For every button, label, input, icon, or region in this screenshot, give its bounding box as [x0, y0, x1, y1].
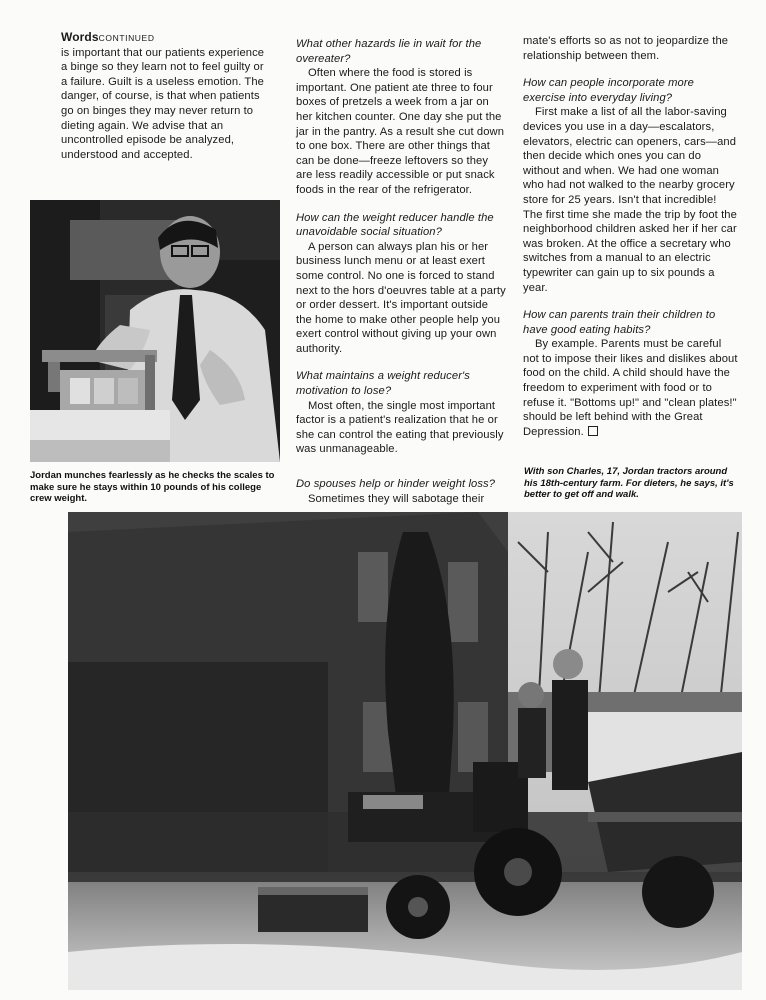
continued-label: CONTINUED: [98, 33, 155, 43]
question: How can the weight reducer handle the unavoidable social situation?: [296, 211, 494, 239]
question: Do spouses help or hinder weight loss?: [296, 478, 496, 491]
paragraph: is important that our patients experience a binge so they learn not to feel guilty or a failure. Guilt is a useless emotion. The danger, of course, is that when patients go on binges they may never return to dieting again. We advise that an uncontrolled episode be analyzed, understood and accepted.: [61, 46, 265, 161]
answer: [523, 337, 738, 439]
section-title: Words: [61, 30, 99, 44]
photo-tractor-farm-image: [68, 512, 742, 990]
photo-man-with-scale: [30, 200, 280, 462]
photo-man-with-scale-image: [30, 200, 280, 462]
question: What other hazards lie in wait for the overeater?: [296, 38, 482, 65]
photo-tractor-farm: [68, 512, 742, 990]
column-2: [296, 37, 506, 506]
paragraph: mate's efforts so as not to jeopardize the relationship between them.: [523, 35, 729, 62]
answer-text: By example. Parents must be careful not to impose their likes and dislikes about food on the child. A child should have the freedom to experiment with food or to refuse it. "Bottoms up!" and "clean plates!" should be left behind with the Great Depression.: [523, 338, 738, 438]
answer: First make a list of all the labor-saving devices you use in a day—escalators, elevators, electric can openers, cars—and then decide which ones you can do without and when. We had one woman who had not walked to the nearby grocery store for 25 years. Isn't that incredible! The first time she made the trip by foot the neighborhood children asked her if her car was broken. At the office a secretary who switches from a manual to an electric typewriter can gain up to six pounds a year.: [523, 106, 737, 294]
answer: Sometimes they will sabotage their: [308, 492, 485, 505]
section-header: [61, 30, 273, 46]
column-1: [61, 30, 273, 162]
caption-photo-2: With son Charles, 17, Jordan tractors around his 18th-century farm. For dieters, he says, it's better to get off and walk.: [524, 466, 734, 500]
answer: Most often, the single most important factor is a patient's realization that he or she can control the eating that previously was unmanageable.: [296, 399, 504, 456]
question: How can parents train their children to have good eating habits?: [523, 309, 716, 336]
question: What maintains a weight reducer's motivation to lose?: [296, 370, 470, 398]
column-3: [523, 34, 738, 439]
question: How can people incorporate more exercise into everyday living?: [523, 77, 695, 104]
answer: A person can always plan his or her business lunch menu or at least exert some control. No one is forced to stand next to the hors d'oeuvres table at a party or order dessert. It's important outside the home to make other people help you exert control without giving up your own authority.: [296, 240, 506, 355]
end-mark-icon: [588, 426, 598, 436]
caption-photo-1: Jordan munches fearlessly as he checks the scales to make sure he stays within 10 pounds of his college crew weight.: [30, 470, 275, 504]
answer: Often where the food is stored is important. One patient ate three to four boxes of pretzels a week from a jar on her kitchen counter. One day she put the jar in the pantry. As a result she cut down to one box. There are other things that can be done—freeze leftovers so they are less readily accessible or put snack foods in the rear of the refrigerator.: [296, 67, 505, 196]
